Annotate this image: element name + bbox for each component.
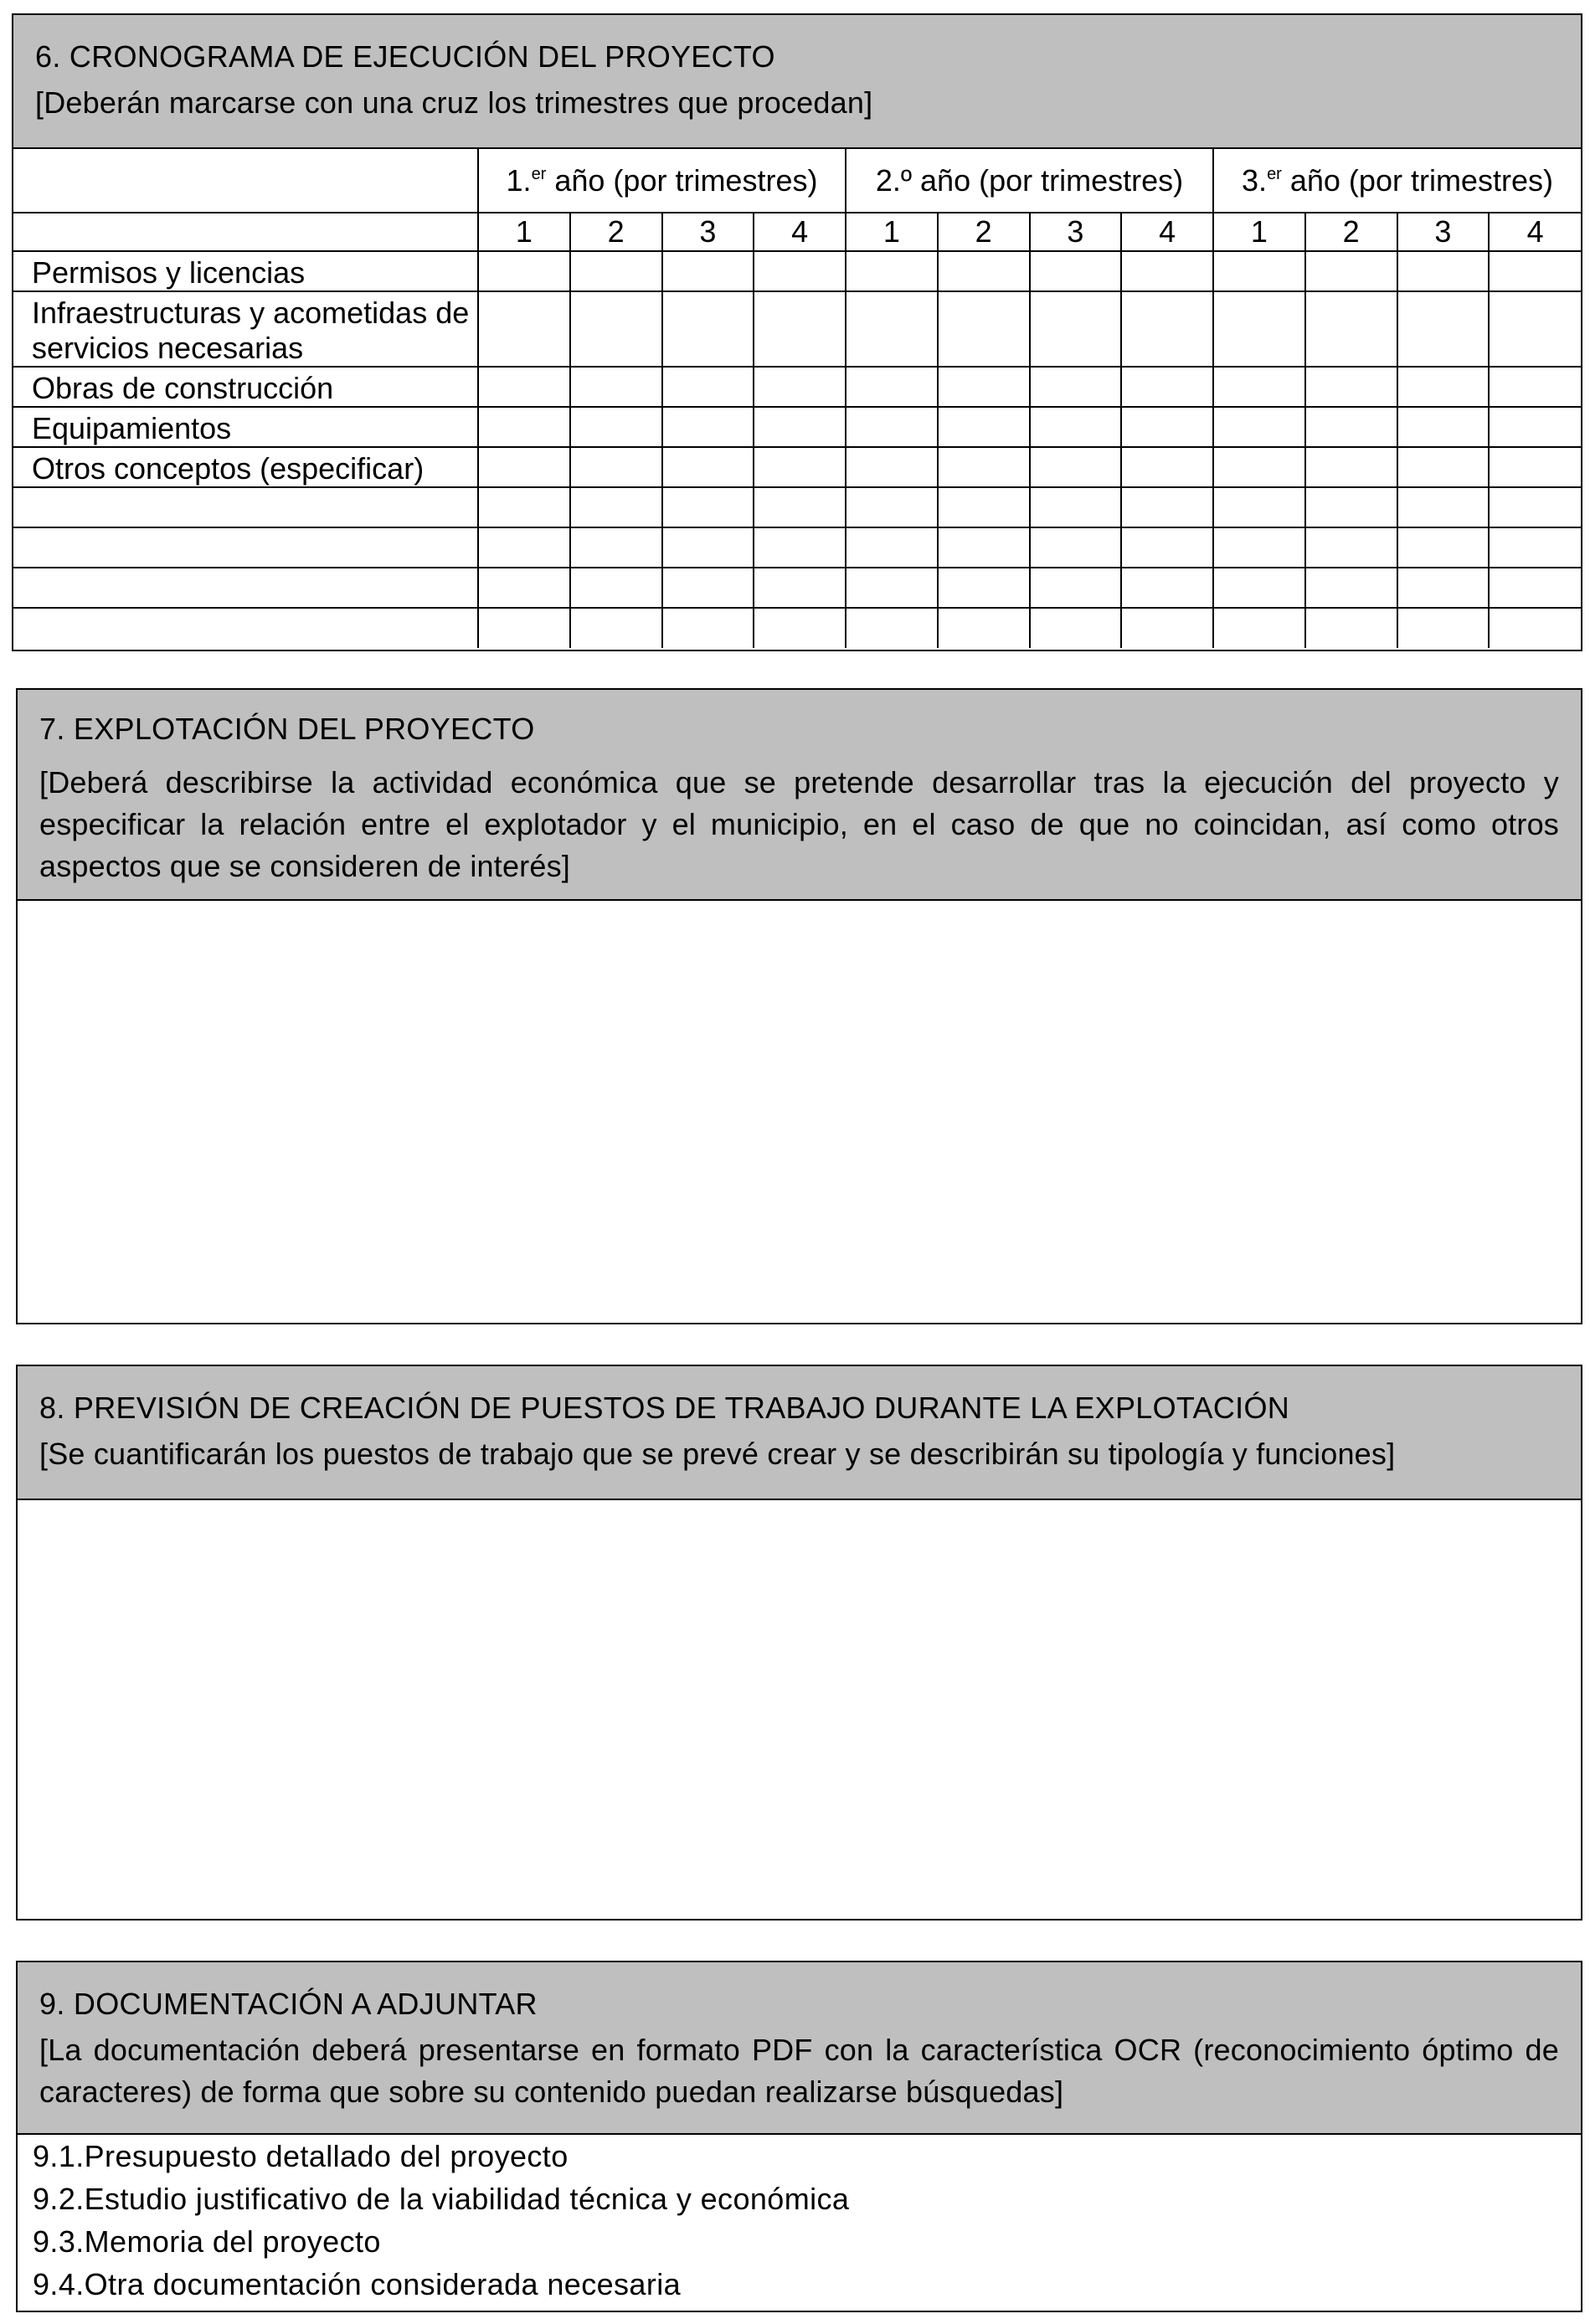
quarter-cell[interactable]	[754, 568, 846, 608]
schedule-row-label: Otros conceptos (especificar)	[13, 447, 478, 487]
quarter-cell[interactable]	[938, 367, 1030, 407]
quarter-cell[interactable]	[662, 251, 754, 291]
schedule-table	[13, 149, 1581, 648]
schedule-quarter-header-row	[13, 213, 1581, 251]
quarter-cell[interactable]	[754, 487, 846, 527]
quarter-cell[interactable]	[1397, 527, 1490, 568]
quarter-cell[interactable]	[1305, 487, 1397, 527]
quarter-cell[interactable]	[1489, 251, 1581, 291]
quarter-cell[interactable]	[1121, 407, 1213, 447]
quarter-cell[interactable]	[846, 487, 938, 527]
quarter-cell[interactable]	[1030, 487, 1122, 527]
quarter-cell[interactable]	[1213, 608, 1305, 648]
quarter-cell[interactable]	[1030, 291, 1122, 367]
section-6-title: 6. CRONOGRAMA DE EJECUCIÓN DEL PROYECTO	[35, 39, 775, 74]
quarter-cell[interactable]	[1213, 291, 1305, 367]
quarter-header: 2	[938, 213, 1030, 251]
quarter-cell[interactable]	[1397, 608, 1490, 648]
quarter-cell[interactable]	[662, 407, 754, 447]
schedule-corner-cell	[13, 149, 478, 213]
quarter-cell[interactable]	[1305, 527, 1397, 568]
quarter-cell[interactable]	[1213, 527, 1305, 568]
quarter-header: 4	[1489, 213, 1581, 251]
documentation-list	[18, 2135, 1581, 2306]
documentation-item: 9.1.Presupuesto detallado del proyecto	[33, 2139, 569, 2173]
section-9-title: 9. DOCUMENTACIÓN A ADJUNTAR	[39, 1987, 538, 2021]
quarter-cell[interactable]	[754, 367, 846, 407]
quarter-cell[interactable]	[478, 608, 570, 648]
quarter-cell[interactable]	[846, 568, 938, 608]
quarter-cell[interactable]	[1030, 447, 1122, 487]
section-7-header	[18, 690, 1581, 901]
section-9-documentation	[16, 1961, 1582, 2312]
quarter-cell[interactable]	[1397, 291, 1490, 367]
schedule-quarter-label-cell	[13, 213, 478, 251]
quarter-cell[interactable]	[846, 527, 938, 568]
schedule-row-label[interactable]	[13, 527, 478, 568]
quarter-cell[interactable]	[478, 447, 570, 487]
quarter-cell[interactable]	[478, 527, 570, 568]
quarter-cell[interactable]	[570, 367, 662, 407]
quarter-cell[interactable]	[570, 527, 662, 568]
quarter-cell[interactable]	[1121, 251, 1213, 291]
quarter-cell[interactable]	[570, 251, 662, 291]
quarter-cell[interactable]	[1213, 367, 1305, 407]
quarter-cell[interactable]	[1397, 407, 1490, 447]
quarter-cell[interactable]	[1030, 608, 1122, 648]
quarter-cell[interactable]	[1121, 608, 1213, 648]
section-6-header	[13, 15, 1581, 149]
quarter-cell[interactable]	[1305, 251, 1397, 291]
quarter-cell[interactable]	[1121, 367, 1213, 407]
quarter-cell[interactable]	[938, 487, 1030, 527]
quarter-cell[interactable]	[662, 291, 754, 367]
section-7-answer-area[interactable]	[18, 901, 1581, 1323]
quarter-cell[interactable]	[1305, 447, 1397, 487]
quarter-cell[interactable]	[1305, 608, 1397, 648]
quarter-cell[interactable]	[846, 608, 938, 648]
quarter-cell[interactable]	[754, 407, 846, 447]
quarter-cell[interactable]	[1030, 251, 1122, 291]
documentation-item: 9.4.Otra documentación considerada necesaria	[33, 2267, 682, 2301]
schedule-row	[13, 291, 1581, 367]
quarter-cell[interactable]	[1030, 527, 1122, 568]
quarter-cell[interactable]	[662, 447, 754, 487]
quarter-cell[interactable]	[938, 568, 1030, 608]
quarter-cell[interactable]	[846, 447, 938, 487]
quarter-cell[interactable]	[846, 367, 938, 407]
schedule-row	[13, 487, 1581, 527]
section-9-note: [La documentación deberá presentarse en formato PDF con la característica OCR (reconocimiento óptimo de caracteres) de forma que sobre su contenido puedan realizarse búsquedas]	[39, 2033, 1559, 2109]
schedule-row	[13, 367, 1581, 407]
quarter-cell[interactable]	[938, 447, 1030, 487]
quarter-cell[interactable]	[938, 291, 1030, 367]
schedule-row	[13, 527, 1581, 568]
quarter-cell[interactable]	[662, 527, 754, 568]
quarter-cell[interactable]	[570, 487, 662, 527]
quarter-cell[interactable]	[1489, 527, 1581, 568]
quarter-header: 3	[662, 213, 754, 251]
section-8-jobs	[16, 1365, 1582, 1920]
section-8-answer-area[interactable]	[18, 1500, 1581, 1919]
quarter-cell[interactable]	[1121, 487, 1213, 527]
year-3-header: 3.$^{er}$ año (por trimestres)	[1213, 149, 1581, 213]
quarter-header: 4	[754, 213, 846, 251]
quarter-header: 3	[1030, 213, 1122, 251]
schedule-row-label[interactable]	[13, 568, 478, 608]
quarter-cell[interactable]	[1030, 407, 1122, 447]
schedule-row	[13, 447, 1581, 487]
quarter-cell[interactable]	[478, 251, 570, 291]
quarter-cell[interactable]	[754, 447, 846, 487]
quarter-cell[interactable]	[570, 291, 662, 367]
section-8-title: 8. PREVISIÓN DE CREACIÓN DE PUESTOS DE TRABAJO DURANTE LA EXPLOTACIÓN	[39, 1391, 1290, 1425]
quarter-cell[interactable]	[662, 608, 754, 648]
quarter-cell[interactable]	[478, 568, 570, 608]
quarter-header: 2	[1305, 213, 1397, 251]
section-9-header	[18, 1962, 1581, 2135]
quarter-cell[interactable]	[1489, 608, 1581, 648]
schedule-row-label: Obras de construcción	[13, 367, 478, 407]
documentation-item: 9.2.Estudio justificativo de la viabilidad técnica y económica	[33, 2182, 850, 2216]
quarter-cell[interactable]	[846, 291, 938, 367]
section-7-exploitation	[16, 688, 1582, 1324]
quarter-cell[interactable]	[478, 407, 570, 447]
quarter-cell[interactable]	[1213, 251, 1305, 291]
schedule-row-label[interactable]	[13, 608, 478, 648]
quarter-cell[interactable]	[570, 407, 662, 447]
schedule-year-header-row	[13, 149, 1581, 213]
schedule-row	[13, 407, 1581, 447]
section-6-schedule	[12, 13, 1582, 651]
section-7-title: 7. EXPLOTACIÓN DEL PROYECTO	[39, 712, 535, 746]
quarter-cell[interactable]	[1397, 447, 1490, 487]
quarter-cell[interactable]	[1397, 251, 1490, 291]
year-1-header: 1.$^{er}$ año (por trimestres)	[478, 149, 846, 213]
quarter-cell[interactable]	[1489, 407, 1581, 447]
quarter-cell[interactable]	[1030, 568, 1122, 608]
quarter-cell[interactable]	[1121, 291, 1213, 367]
quarter-cell[interactable]	[570, 568, 662, 608]
section-6-note: [Deberán marcarse con una cruz los trimestres que procedan]	[35, 85, 873, 120]
documentation-item: 9.3.Memoria del proyecto	[33, 2224, 381, 2259]
quarter-cell[interactable]	[1489, 568, 1581, 608]
quarter-cell[interactable]	[1489, 291, 1581, 367]
quarter-cell[interactable]	[1121, 527, 1213, 568]
quarter-cell[interactable]	[1397, 487, 1490, 527]
section-8-note: [Se cuantificarán los puestos de trabajo que se prevé crear y se describirán su tipología y funciones]	[39, 1437, 1396, 1471]
section-7-note: [Deberá describirse la actividad económica que se pretende desarrollar tras la ejecución del proyecto y especificar la relación entre el explotador y el municipio, en el caso de que no coincidan, así como otros aspectos que se consideren de interés]	[39, 765, 1559, 883]
quarter-cell[interactable]	[478, 291, 570, 367]
quarter-cell[interactable]	[662, 568, 754, 608]
quarter-cell[interactable]	[662, 487, 754, 527]
quarter-header: 1	[846, 213, 938, 251]
quarter-header: 1	[1213, 213, 1305, 251]
quarter-cell[interactable]	[570, 447, 662, 487]
quarter-cell[interactable]	[938, 251, 1030, 291]
quarter-cell[interactable]	[1489, 447, 1581, 487]
quarter-cell[interactable]	[1305, 291, 1397, 367]
quarter-cell[interactable]	[1305, 568, 1397, 608]
quarter-cell[interactable]	[754, 608, 846, 648]
quarter-header: 4	[1121, 213, 1213, 251]
section-8-header	[18, 1366, 1581, 1500]
quarter-cell[interactable]	[570, 608, 662, 648]
quarter-cell[interactable]	[938, 608, 1030, 648]
quarter-cell[interactable]	[754, 291, 846, 367]
quarter-cell[interactable]	[938, 407, 1030, 447]
quarter-cell[interactable]	[1213, 487, 1305, 527]
quarter-cell[interactable]	[662, 367, 754, 407]
schedule-row-label: Permisos y licencias	[13, 251, 478, 291]
quarter-cell[interactable]	[754, 251, 846, 291]
quarter-cell[interactable]	[478, 367, 570, 407]
schedule-row-label: Equipamientos	[13, 407, 478, 447]
quarter-cell[interactable]	[1397, 568, 1490, 608]
quarter-header: 1	[478, 213, 570, 251]
schedule-row	[13, 608, 1581, 648]
quarter-cell[interactable]	[1213, 568, 1305, 608]
schedule-row	[13, 568, 1581, 608]
quarter-cell[interactable]	[1030, 367, 1122, 407]
quarter-cell[interactable]	[1213, 447, 1305, 487]
quarter-cell[interactable]	[1121, 447, 1213, 487]
schedule-row-label: Infraestructuras y acometidas de servicios necesarias	[13, 291, 478, 367]
quarter-cell[interactable]	[1305, 367, 1397, 407]
quarter-cell[interactable]	[938, 527, 1030, 568]
quarter-cell[interactable]	[1213, 407, 1305, 447]
quarter-cell[interactable]	[1121, 568, 1213, 608]
quarter-header: 3	[1397, 213, 1490, 251]
quarter-cell[interactable]	[754, 527, 846, 568]
quarter-cell[interactable]	[478, 487, 570, 527]
quarter-cell[interactable]	[1397, 367, 1490, 407]
schedule-row-label[interactable]	[13, 487, 478, 527]
schedule-row	[13, 251, 1581, 291]
quarter-cell[interactable]	[846, 407, 938, 447]
quarter-cell[interactable]	[846, 251, 938, 291]
quarter-cell[interactable]	[1489, 367, 1581, 407]
quarter-cell[interactable]	[1489, 487, 1581, 527]
quarter-header: 2	[570, 213, 662, 251]
year-2-header: 2.º año (por trimestres)	[846, 149, 1213, 213]
quarter-cell[interactable]	[1305, 407, 1397, 447]
